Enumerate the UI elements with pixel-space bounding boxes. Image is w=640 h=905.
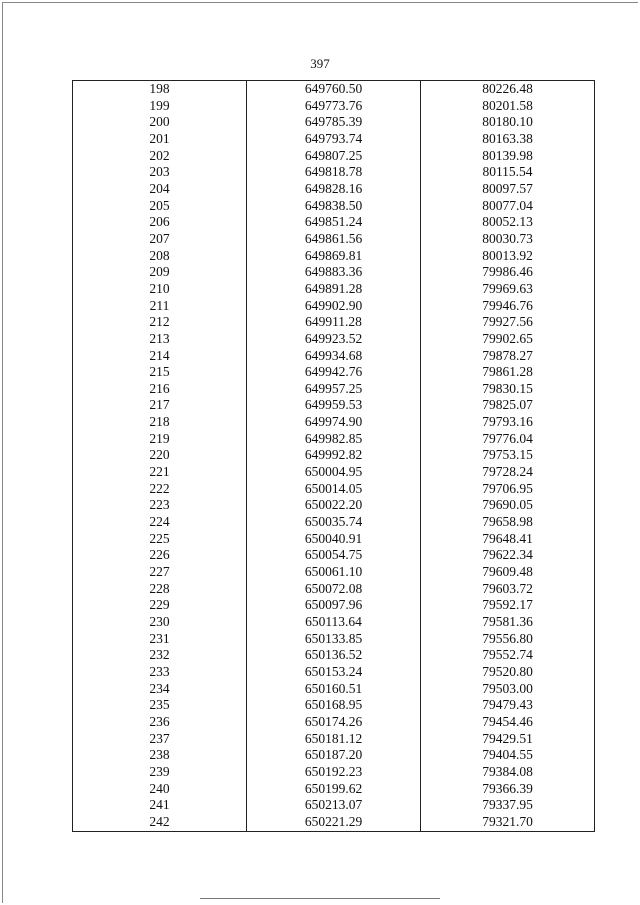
y-coordinate-cell: 79969.63 (421, 281, 595, 298)
x-coordinate-cell: 649773.76 (247, 98, 421, 115)
y-coordinate-cell: 79648.41 (421, 531, 595, 548)
point-number-cell: 239 (73, 764, 247, 781)
point-number-cell: 213 (73, 331, 247, 348)
y-coordinate-cell: 80115.54 (421, 164, 595, 181)
x-coordinate-cell: 650097.96 (247, 597, 421, 614)
point-number-cell: 204 (73, 181, 247, 198)
x-coordinate-cell: 649883.36 (247, 264, 421, 281)
x-coordinate-cell: 650113.64 (247, 614, 421, 631)
x-coordinate-cell: 649851.24 (247, 214, 421, 231)
table-row (73, 597, 595, 614)
table-row (73, 581, 595, 598)
point-number-cell: 237 (73, 731, 247, 748)
y-coordinate-cell: 79603.72 (421, 581, 595, 598)
x-coordinate-cell: 649902.90 (247, 298, 421, 315)
table-row (73, 381, 595, 398)
coordinates-table-body (73, 81, 595, 832)
x-coordinate-cell: 649959.53 (247, 397, 421, 414)
x-coordinate-cell: 649891.28 (247, 281, 421, 298)
table-row (73, 148, 595, 165)
point-number-cell: 206 (73, 214, 247, 231)
y-coordinate-cell: 80097.57 (421, 181, 595, 198)
table-row (73, 697, 595, 714)
x-coordinate-cell: 649828.16 (247, 181, 421, 198)
table-row (73, 298, 595, 315)
table-row (73, 497, 595, 514)
table-row (73, 198, 595, 215)
table-row (73, 814, 595, 831)
point-number-cell: 223 (73, 497, 247, 514)
y-coordinate-cell: 79366.39 (421, 781, 595, 798)
y-coordinate-cell: 79454.46 (421, 714, 595, 731)
table-row (73, 781, 595, 798)
point-number-cell: 199 (73, 98, 247, 115)
y-coordinate-cell: 79556.80 (421, 631, 595, 648)
x-coordinate-cell: 650054.75 (247, 547, 421, 564)
y-coordinate-cell: 80139.98 (421, 148, 595, 165)
table-row (73, 348, 595, 365)
table-row (73, 231, 595, 248)
point-number-cell: 226 (73, 547, 247, 564)
y-coordinate-cell: 79753.15 (421, 447, 595, 464)
y-coordinate-cell: 79861.28 (421, 364, 595, 381)
y-coordinate-cell: 79592.17 (421, 597, 595, 614)
point-number-cell: 222 (73, 481, 247, 498)
table-row (73, 397, 595, 414)
point-number-cell: 227 (73, 564, 247, 581)
point-number-cell: 235 (73, 697, 247, 714)
table-row (73, 681, 595, 698)
x-coordinate-cell: 649957.25 (247, 381, 421, 398)
x-coordinate-cell: 649934.68 (247, 348, 421, 365)
point-number-cell: 242 (73, 814, 247, 831)
y-coordinate-cell: 79503.00 (421, 681, 595, 698)
point-number-cell: 219 (73, 431, 247, 448)
point-number-cell: 224 (73, 514, 247, 531)
y-coordinate-cell: 79706.95 (421, 481, 595, 498)
table-row (73, 747, 595, 764)
y-coordinate-cell: 79902.65 (421, 331, 595, 348)
y-coordinate-cell: 80030.73 (421, 231, 595, 248)
x-coordinate-cell: 649923.52 (247, 331, 421, 348)
y-coordinate-cell: 79986.46 (421, 264, 595, 281)
y-coordinate-cell: 80163.38 (421, 131, 595, 148)
point-number-cell: 230 (73, 614, 247, 631)
point-number-cell: 208 (73, 248, 247, 265)
y-coordinate-cell: 79927.56 (421, 314, 595, 331)
x-coordinate-cell: 650221.29 (247, 814, 421, 831)
y-coordinate-cell: 79479.43 (421, 697, 595, 714)
table-row (73, 531, 595, 548)
x-coordinate-cell: 649793.74 (247, 131, 421, 148)
table-row (73, 664, 595, 681)
table-row (73, 131, 595, 148)
table-row (73, 447, 595, 464)
y-coordinate-cell: 80013.92 (421, 248, 595, 265)
y-coordinate-cell: 79658.98 (421, 514, 595, 531)
x-coordinate-cell: 650153.24 (247, 664, 421, 681)
y-coordinate-cell: 79520.80 (421, 664, 595, 681)
x-coordinate-cell: 649785.39 (247, 114, 421, 131)
point-number-cell: 217 (73, 397, 247, 414)
y-coordinate-cell: 80226.48 (421, 81, 595, 98)
point-number-cell: 234 (73, 681, 247, 698)
x-coordinate-cell: 649911.28 (247, 314, 421, 331)
table-row (73, 314, 595, 331)
table-row (73, 514, 595, 531)
y-coordinate-cell: 79609.48 (421, 564, 595, 581)
y-coordinate-cell: 80201.58 (421, 98, 595, 115)
point-number-cell: 233 (73, 664, 247, 681)
x-coordinate-cell: 650061.10 (247, 564, 421, 581)
table-row (73, 331, 595, 348)
point-number-cell: 201 (73, 131, 247, 148)
y-coordinate-cell: 79946.76 (421, 298, 595, 315)
y-coordinate-cell: 79825.07 (421, 397, 595, 414)
point-number-cell: 211 (73, 298, 247, 315)
y-coordinate-cell: 79776.04 (421, 431, 595, 448)
table-row (73, 731, 595, 748)
point-number-cell: 218 (73, 414, 247, 431)
table-row (73, 647, 595, 664)
x-coordinate-cell: 650192.23 (247, 764, 421, 781)
point-number-cell: 209 (73, 264, 247, 281)
table-row (73, 248, 595, 265)
table-row (73, 464, 595, 481)
point-number-cell: 231 (73, 631, 247, 648)
x-coordinate-cell: 650160.51 (247, 681, 421, 698)
y-coordinate-cell: 79337.95 (421, 797, 595, 814)
x-coordinate-cell: 649992.82 (247, 447, 421, 464)
table-row (73, 114, 595, 131)
table-row (73, 481, 595, 498)
y-coordinate-cell: 79622.34 (421, 547, 595, 564)
table-row (73, 214, 595, 231)
table-row (73, 98, 595, 115)
point-number-cell: 221 (73, 464, 247, 481)
point-number-cell: 228 (73, 581, 247, 598)
table-row (73, 181, 595, 198)
table-row (73, 414, 595, 431)
x-coordinate-cell: 649974.90 (247, 414, 421, 431)
x-coordinate-cell: 649982.85 (247, 431, 421, 448)
y-coordinate-cell: 79793.16 (421, 414, 595, 431)
table-row (73, 564, 595, 581)
point-number-cell: 238 (73, 747, 247, 764)
table-row (73, 431, 595, 448)
y-coordinate-cell: 79690.05 (421, 497, 595, 514)
point-number-cell: 210 (73, 281, 247, 298)
point-number-cell: 225 (73, 531, 247, 548)
x-coordinate-cell: 649861.56 (247, 231, 421, 248)
y-coordinate-cell: 79404.55 (421, 747, 595, 764)
y-coordinate-cell: 79429.51 (421, 731, 595, 748)
x-coordinate-cell: 650168.95 (247, 697, 421, 714)
point-number-cell: 198 (73, 81, 247, 98)
point-number-cell: 240 (73, 781, 247, 798)
x-coordinate-cell: 649760.50 (247, 81, 421, 98)
point-number-cell: 241 (73, 797, 247, 814)
y-coordinate-cell: 79384.08 (421, 764, 595, 781)
table-row (73, 364, 595, 381)
x-coordinate-cell: 650014.05 (247, 481, 421, 498)
x-coordinate-cell: 650181.12 (247, 731, 421, 748)
x-coordinate-cell: 649838.50 (247, 198, 421, 215)
point-number-cell: 215 (73, 364, 247, 381)
point-number-cell: 207 (73, 231, 247, 248)
x-coordinate-cell: 649942.76 (247, 364, 421, 381)
x-coordinate-cell: 650133.85 (247, 631, 421, 648)
table-row (73, 547, 595, 564)
x-coordinate-cell: 650199.62 (247, 781, 421, 798)
point-number-cell: 205 (73, 198, 247, 215)
point-number-cell: 214 (73, 348, 247, 365)
table-row (73, 264, 595, 281)
y-coordinate-cell: 80052.13 (421, 214, 595, 231)
table-row (73, 614, 595, 631)
y-coordinate-cell: 80180.10 (421, 114, 595, 131)
y-coordinate-cell: 79552.74 (421, 647, 595, 664)
y-coordinate-cell: 79728.24 (421, 464, 595, 481)
table-row (73, 797, 595, 814)
x-coordinate-cell: 650035.74 (247, 514, 421, 531)
table-row (73, 764, 595, 781)
point-number-cell: 232 (73, 647, 247, 664)
x-coordinate-cell: 650187.20 (247, 747, 421, 764)
footer-rule (200, 898, 440, 899)
x-coordinate-cell: 650004.95 (247, 464, 421, 481)
point-number-cell: 202 (73, 148, 247, 165)
point-number-cell: 200 (73, 114, 247, 131)
y-coordinate-cell: 79830.15 (421, 381, 595, 398)
x-coordinate-cell: 649807.25 (247, 148, 421, 165)
x-coordinate-cell: 650136.52 (247, 647, 421, 664)
y-coordinate-cell: 79321.70 (421, 814, 595, 831)
point-number-cell: 203 (73, 164, 247, 181)
table-row (73, 281, 595, 298)
x-coordinate-cell: 650213.07 (247, 797, 421, 814)
x-coordinate-cell: 650174.26 (247, 714, 421, 731)
x-coordinate-cell: 649869.81 (247, 248, 421, 265)
x-coordinate-cell: 649818.78 (247, 164, 421, 181)
table-row (73, 81, 595, 98)
point-number-cell: 212 (73, 314, 247, 331)
point-number-cell: 229 (73, 597, 247, 614)
y-coordinate-cell: 79581.36 (421, 614, 595, 631)
point-number-cell: 236 (73, 714, 247, 731)
point-number-cell: 216 (73, 381, 247, 398)
y-coordinate-cell: 80077.04 (421, 198, 595, 215)
x-coordinate-cell: 650072.08 (247, 581, 421, 598)
y-coordinate-cell: 79878.27 (421, 348, 595, 365)
x-coordinate-cell: 650040.91 (247, 531, 421, 548)
table-row (73, 714, 595, 731)
page-number: 397 (310, 56, 330, 71)
point-number-cell: 220 (73, 447, 247, 464)
coordinates-table (72, 80, 595, 832)
table-row (73, 164, 595, 181)
table-row (73, 631, 595, 648)
x-coordinate-cell: 650022.20 (247, 497, 421, 514)
